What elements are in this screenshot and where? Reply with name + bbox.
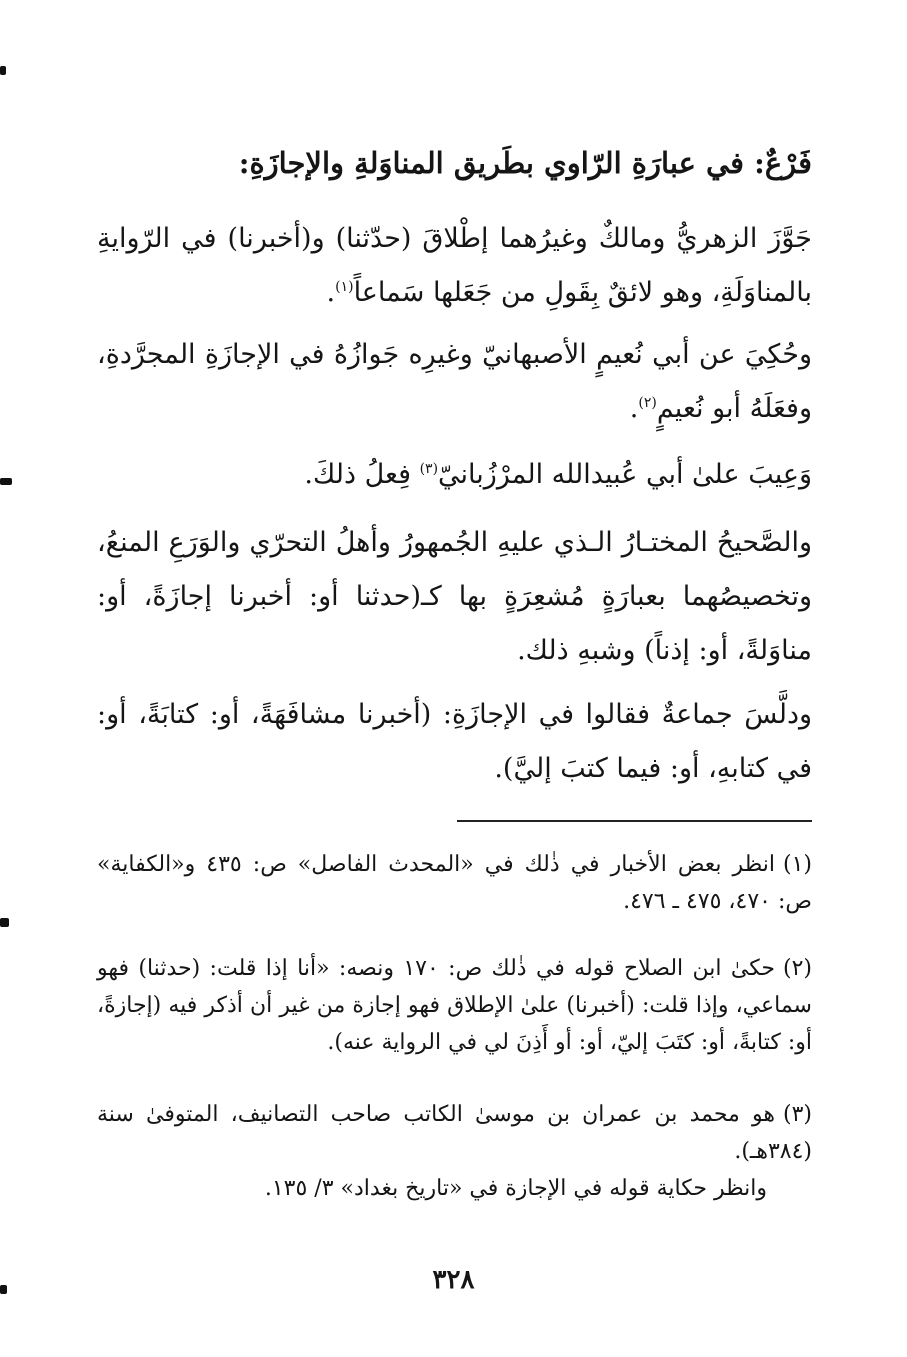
footnote-1 <box>97 846 812 920</box>
scan-mark-lower <box>0 918 9 927</box>
paragraph-text: وَعِيبَ علىٰ أبي عُبيدالله المرْزُبانيّ <box>438 459 812 490</box>
heading-title: في عبارَةِ الرّاوي بطَريق المناوَلةِ والإجازَةِ: <box>238 146 745 180</box>
section-heading <box>97 140 812 186</box>
scan-mark-middle <box>0 478 12 485</box>
footnote-ref-3[interactable]: (٣) <box>419 461 439 477</box>
footnote-extra-text: وانظر حكاية قوله في الإجازة في «تاريخ بغداد» ٣/ ١٣٥. <box>264 1176 767 1201</box>
paragraph-text: وحُكِيَ عن أبي نُعيمٍ الأصبهانيّ وغيرِه جَوازُهُ في الإجازَةِ المجرَّدةِ، وفعَلَهُ أبو نُعيمٍ <box>97 339 812 424</box>
footnote-3 <box>97 1096 812 1207</box>
page-number: ٣٢٨ <box>432 1265 475 1295</box>
footnote-separator <box>457 820 812 822</box>
paragraph-4 <box>97 516 812 678</box>
footnote-text: هو محمد بن عمران بن موسىٰ الكاتب صاحب التصانيف، المتوفىٰ سنة (٣٨٤هـ). <box>97 1102 812 1164</box>
footnote-text: حكىٰ ابن الصلاح قوله في ذٰلك ص: ١٧٠ ونصه: «أنا إذا قلت: (حدثنا) فهو سماعي، وإذا قلت: (أخبرنا) علىٰ الإطلاق فهو إجازة من غير أن أذكر فيه (إجازةً، أو: كتابةً، أو: كتَبَ إليّ، أو: أو أَذِنَ لي في الرواية عنه). <box>97 956 812 1055</box>
paragraph-1 <box>97 212 812 320</box>
paragraph-end: . <box>326 277 336 308</box>
footnote-number: (١) <box>782 852 812 877</box>
footnote-ref-1[interactable]: (١) <box>335 279 354 295</box>
footnote-ref-2[interactable]: (٢) <box>638 395 657 411</box>
paragraph-5 <box>97 688 812 796</box>
footnote-2 <box>97 950 812 1061</box>
paragraph-end: . <box>629 393 639 424</box>
paragraph-2 <box>97 328 812 436</box>
paragraph-3 <box>97 448 812 502</box>
heading-prefix: فَرْعٌ: <box>754 146 812 180</box>
footnote-number: (٣) <box>782 1102 812 1127</box>
paragraph-text: جَوَّزَ الزهريُّ ومالكٌ وغيرُهما إطْلاقَ (حدّثنا) و(أخبرنا) في الرّوايةِ بالمناوَلَةِ، وهو لائقٌ بِقَولِ من جَعَلها سَماعاً <box>97 223 812 308</box>
paragraph-end: فِعلُ ذلكَ. <box>304 459 420 490</box>
paragraph-text: والصَّحيحُ المختـارُ الـذي عليهِ الجُمهورُ وأهلُ التحرّي والوَرَعِ المنعُ، وتخصيصُهما بعبارَةٍ مُشعِرَةٍ بها كـ(حدثنا أو: أخبرنا إجازَةً، أو: مناوَلةً، أو: إذناً) وشبهِ ذلك. <box>97 527 812 666</box>
footnote-number: (٢) <box>782 956 812 981</box>
footnote-text: انظر بعض الأخبار في ذٰلك في «المحدث الفاصل» ص: ٤٣٥ و«الكفاية» ص: ٤٧٠، ٤٧٥ ـ ٤٧٦. <box>97 852 812 914</box>
scan-mark-top <box>0 66 6 75</box>
paragraph-text: ودلَّسَ جماعةٌ فقالوا في الإجازَةِ: (أخبرنا مشافَهَةً، أو: كتابَةً، أو: في كتابهِ، أو: فيما كتبَ إليَّ). <box>97 699 813 784</box>
